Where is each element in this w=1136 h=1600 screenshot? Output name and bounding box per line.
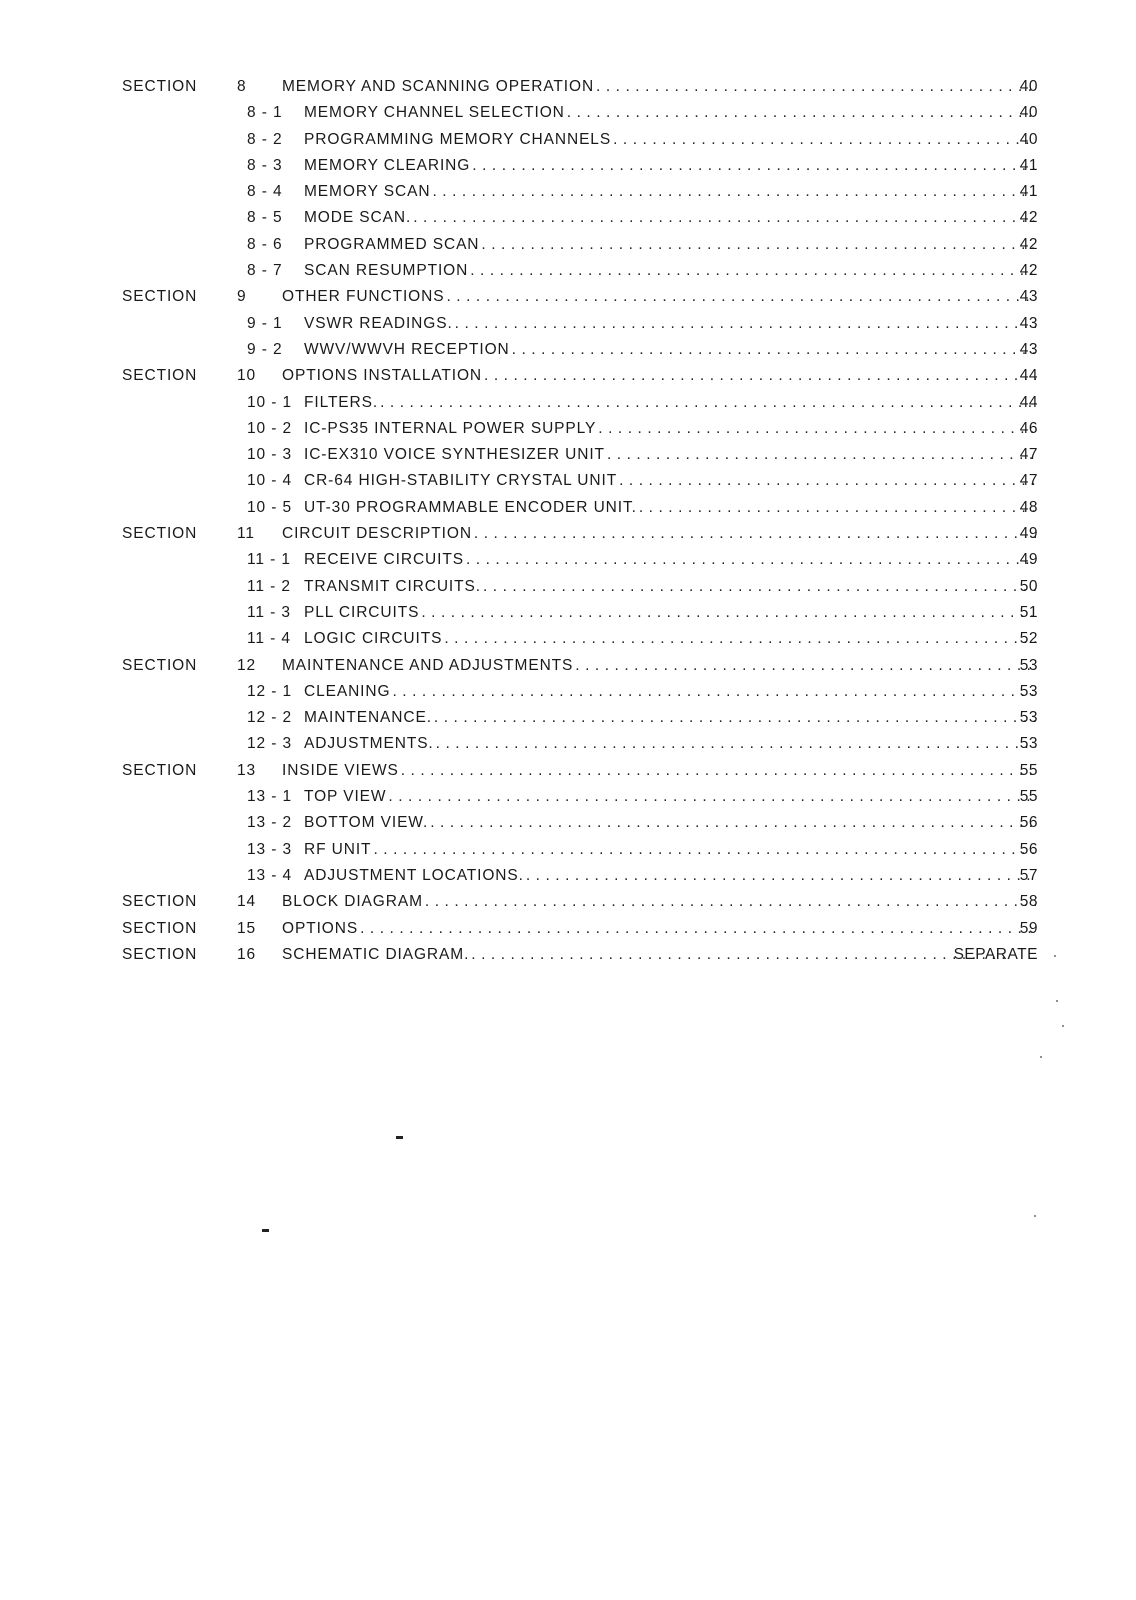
- page-number: 44: [1019, 367, 1038, 385]
- dot-leader: [470, 258, 1036, 284]
- section-label: SECTION: [122, 919, 198, 937]
- entry-title: MEMORY CHANNEL SELECTION: [304, 104, 565, 122]
- toc-subsection-entry: [0, 495, 1136, 521]
- dot-leader: [360, 916, 1036, 942]
- page-number: 47: [1019, 472, 1038, 490]
- entry-title: PROGRAMMED SCAN: [304, 235, 480, 253]
- page-number: 41: [1019, 183, 1038, 201]
- toc-subsection-entry: [0, 100, 1136, 126]
- entry-number: 13 - 4: [247, 866, 293, 884]
- entry-number: 11: [237, 525, 255, 543]
- toc-section-entry: [0, 284, 1136, 310]
- toc-subsection-entry: [0, 416, 1136, 442]
- entry-number: 11 - 1: [247, 551, 291, 569]
- scan-artifact: [262, 1229, 269, 1232]
- page-number: 40: [1019, 104, 1038, 122]
- entry-number: 8 - 2: [247, 130, 283, 148]
- entry-number: 13 - 1: [247, 788, 293, 806]
- page-number: 49: [1019, 551, 1038, 569]
- toc-section-entry: [0, 916, 1136, 942]
- entry-number: 8: [237, 78, 247, 95]
- page-number: 51: [1019, 603, 1038, 621]
- entry-number: 10 - 3: [247, 446, 293, 464]
- page-number: 40: [1019, 130, 1038, 148]
- dot-leader: [455, 311, 1036, 337]
- entry-title: IC-EX310 VOICE SYNTHESIZER UNIT: [304, 446, 605, 464]
- entry-number: 11 - 2: [247, 577, 291, 595]
- section-label: SECTION: [122, 288, 198, 306]
- page-number: 44: [1019, 393, 1038, 411]
- dot-leader: [607, 442, 1036, 468]
- page-number: 59: [1019, 919, 1038, 937]
- entry-number: 9 - 1: [247, 314, 283, 332]
- dot-leader: [466, 547, 1036, 573]
- page-number: 42: [1019, 209, 1038, 227]
- page-number: 50: [1019, 577, 1038, 595]
- section-label: SECTION: [122, 656, 198, 674]
- dot-leader: [619, 468, 1036, 494]
- entry-title: MEMORY CLEARING: [304, 156, 471, 174]
- table-of-contents: [0, 74, 1136, 968]
- dot-leader: [430, 810, 1036, 836]
- entry-title: IC-PS35 INTERNAL POWER SUPPLY: [304, 419, 597, 437]
- page-number: 53: [1019, 735, 1038, 753]
- toc-subsection-entry: [0, 232, 1136, 258]
- dot-leader: [613, 127, 1036, 153]
- entry-title: TOP VIEW: [304, 788, 387, 806]
- entry-title: VSWR READINGS.: [304, 314, 453, 332]
- entry-number: 12: [237, 656, 257, 674]
- page-number: 52: [1019, 630, 1038, 648]
- entry-title: OTHER FUNCTIONS: [282, 288, 445, 306]
- dot-leader: [436, 731, 1036, 757]
- dot-leader: [481, 232, 1036, 258]
- entry-title: TRANSMIT CIRCUITS.: [304, 577, 481, 595]
- entry-number: 9: [237, 288, 247, 306]
- page-number: 42: [1019, 262, 1038, 280]
- dot-leader: [472, 153, 1036, 179]
- section-label: SECTION: [122, 945, 198, 963]
- page-number: 55: [1019, 788, 1038, 806]
- dot-leader: [432, 179, 1036, 205]
- toc-subsection-entry: [0, 705, 1136, 731]
- dot-leader: [483, 574, 1036, 600]
- section-label: SECTION: [122, 893, 198, 911]
- entry-title: CIRCUIT DESCRIPTION: [282, 525, 472, 543]
- dot-leader: [567, 100, 1036, 126]
- dot-leader: [388, 784, 1036, 810]
- toc-subsection-entry: [0, 731, 1136, 757]
- dot-leader: [392, 679, 1036, 705]
- toc-subsection-entry: [0, 863, 1136, 889]
- dot-leader: [373, 837, 1036, 863]
- dot-leader: [596, 74, 1036, 100]
- entry-number: 8 - 1: [247, 104, 283, 122]
- toc-section-entry: [0, 653, 1136, 679]
- toc-subsection-entry: [0, 810, 1136, 836]
- dot-leader: [474, 521, 1036, 547]
- entry-title: RF UNIT: [304, 840, 372, 858]
- dot-leader: [575, 653, 1036, 679]
- entry-title: PLL CIRCUITS: [304, 603, 420, 621]
- toc-subsection-entry: [0, 442, 1136, 468]
- dot-leader: [425, 889, 1036, 915]
- entry-title: MEMORY AND SCANNING OPERATION: [282, 78, 595, 95]
- entry-number: 11 - 3: [247, 603, 291, 621]
- entry-title: INSIDE VIEWS: [282, 761, 399, 779]
- page-number: 40: [1019, 78, 1038, 95]
- entry-number: 15: [237, 919, 257, 937]
- section-label: SECTION: [122, 367, 198, 385]
- dot-leader: [512, 337, 1036, 363]
- section-label: SECTION: [122, 761, 198, 779]
- toc-section-entry: [0, 74, 1136, 100]
- dot-leader: [639, 495, 1036, 521]
- toc-subsection-entry: [0, 337, 1136, 363]
- dot-leader: [444, 626, 1036, 652]
- entry-title: MEMORY SCAN: [304, 183, 431, 201]
- toc-section-entry: [0, 889, 1136, 915]
- entry-title: SCHEMATIC DIAGRAM.: [282, 945, 470, 963]
- dot-leader: [413, 205, 1036, 231]
- toc-subsection-entry: [0, 468, 1136, 494]
- page-number: 55: [1019, 761, 1038, 779]
- dot-leader: [421, 600, 1036, 626]
- toc-subsection-entry: [0, 837, 1136, 863]
- entry-title: BLOCK DIAGRAM: [282, 893, 423, 911]
- entry-number: 12 - 1: [247, 682, 293, 700]
- entry-number: 12 - 2: [247, 709, 293, 727]
- entry-number: 8 - 6: [247, 235, 283, 253]
- page-number: 53: [1019, 682, 1038, 700]
- scan-artifact: [1056, 1000, 1058, 1002]
- toc-section-entry: [0, 521, 1136, 547]
- dot-leader: [484, 363, 1036, 389]
- page-number: 58: [1019, 893, 1038, 911]
- page-number: 48: [1019, 498, 1038, 516]
- entry-title: MAINTENANCE AND ADJUSTMENTS: [282, 656, 574, 674]
- toc-subsection-entry: [0, 784, 1136, 810]
- entry-number: 14: [237, 893, 257, 911]
- entry-title: PROGRAMMING MEMORY CHANNELS: [304, 130, 612, 148]
- entry-title: FILTERS.: [304, 393, 379, 411]
- entry-number: 12 - 3: [247, 735, 293, 753]
- entry-title: OPTIONS INSTALLATION: [282, 367, 483, 385]
- dot-leader: [598, 416, 1036, 442]
- entry-title: MAINTENANCE.: [304, 709, 432, 727]
- entry-title: BOTTOM VIEW.: [304, 814, 429, 832]
- page-number: 47: [1019, 446, 1038, 464]
- entry-title: ADJUSTMENTS.: [304, 735, 434, 753]
- dot-leader: [380, 390, 1036, 416]
- scan-artifact: [1062, 1025, 1064, 1027]
- toc-subsection-entry: [0, 600, 1136, 626]
- toc-subsection-entry: [0, 626, 1136, 652]
- entry-title: LOGIC CIRCUITS: [304, 630, 443, 648]
- toc-section-entry: [0, 758, 1136, 784]
- entry-title: WWV/WWVH RECEPTION: [304, 340, 510, 358]
- entry-number: 8 - 5: [247, 209, 283, 227]
- dot-leader: [526, 863, 1036, 889]
- entry-number: 10 - 1: [247, 393, 293, 411]
- toc-subsection-entry: [0, 574, 1136, 600]
- entry-title: MODE SCAN.: [304, 209, 412, 227]
- entry-number: 13 - 2: [247, 814, 293, 832]
- page-number: 43: [1019, 288, 1038, 306]
- entry-number: 13: [237, 761, 257, 779]
- page-number: 56: [1019, 840, 1038, 858]
- entry-number: 10 - 4: [247, 472, 293, 490]
- page-number: 46: [1019, 419, 1038, 437]
- toc-section-entry: [0, 363, 1136, 389]
- entry-title: ADJUSTMENT LOCATIONS.: [304, 866, 524, 884]
- page-number: SEPARATE: [953, 945, 1038, 963]
- entry-title: CR-64 HIGH-STABILITY CRYSTAL UNIT: [304, 472, 618, 490]
- page-number: 53: [1019, 656, 1038, 674]
- scan-artifact: [396, 1136, 403, 1139]
- dot-leader: [446, 284, 1036, 310]
- toc-section-entry: [0, 942, 1136, 968]
- scan-artifact: [1034, 1215, 1036, 1217]
- page-number: 42: [1019, 235, 1038, 253]
- entry-number: 8 - 4: [247, 183, 283, 201]
- dot-leader: [401, 758, 1036, 784]
- toc-subsection-entry: [0, 258, 1136, 284]
- entry-title: SCAN RESUMPTION: [304, 262, 469, 280]
- entry-number: 10 - 5: [247, 498, 293, 516]
- entry-title: OPTIONS: [282, 919, 359, 937]
- page-number: 53: [1019, 709, 1038, 727]
- toc-subsection-entry: [0, 127, 1136, 153]
- page-number: 43: [1019, 314, 1038, 332]
- toc-subsection-entry: [0, 547, 1136, 573]
- toc-subsection-entry: [0, 679, 1136, 705]
- dot-leader: [471, 942, 1010, 968]
- entry-number: 10 - 2: [247, 419, 293, 437]
- entry-number: 10: [237, 367, 257, 385]
- page-number: 57: [1019, 866, 1038, 884]
- entry-number: 8 - 3: [247, 156, 283, 174]
- toc-subsection-entry: [0, 153, 1136, 179]
- entry-number: 11 - 4: [247, 630, 291, 648]
- entry-number: 8 - 7: [247, 262, 283, 280]
- toc-subsection-entry: [0, 390, 1136, 416]
- scan-artifact: [1054, 955, 1056, 957]
- entry-number: 9 - 2: [247, 340, 283, 358]
- entry-number: 16: [237, 945, 257, 963]
- entry-title: UT-30 PROGRAMMABLE ENCODER UNIT.: [304, 498, 637, 516]
- page-number: 43: [1019, 340, 1038, 358]
- scan-artifact: [1040, 1056, 1042, 1058]
- dot-leader: [434, 705, 1036, 731]
- toc-subsection-entry: [0, 311, 1136, 337]
- section-label: SECTION: [122, 78, 198, 95]
- entry-title: RECEIVE CIRCUITS: [304, 551, 464, 569]
- toc-subsection-entry: [0, 205, 1136, 231]
- entry-number: 13 - 3: [247, 840, 293, 858]
- page-number: 49: [1019, 525, 1038, 543]
- page-number: 41: [1019, 156, 1038, 174]
- entry-title: CLEANING: [304, 682, 391, 700]
- page-number: 56: [1019, 814, 1038, 832]
- toc-subsection-entry: [0, 179, 1136, 205]
- section-label: SECTION: [122, 525, 198, 543]
